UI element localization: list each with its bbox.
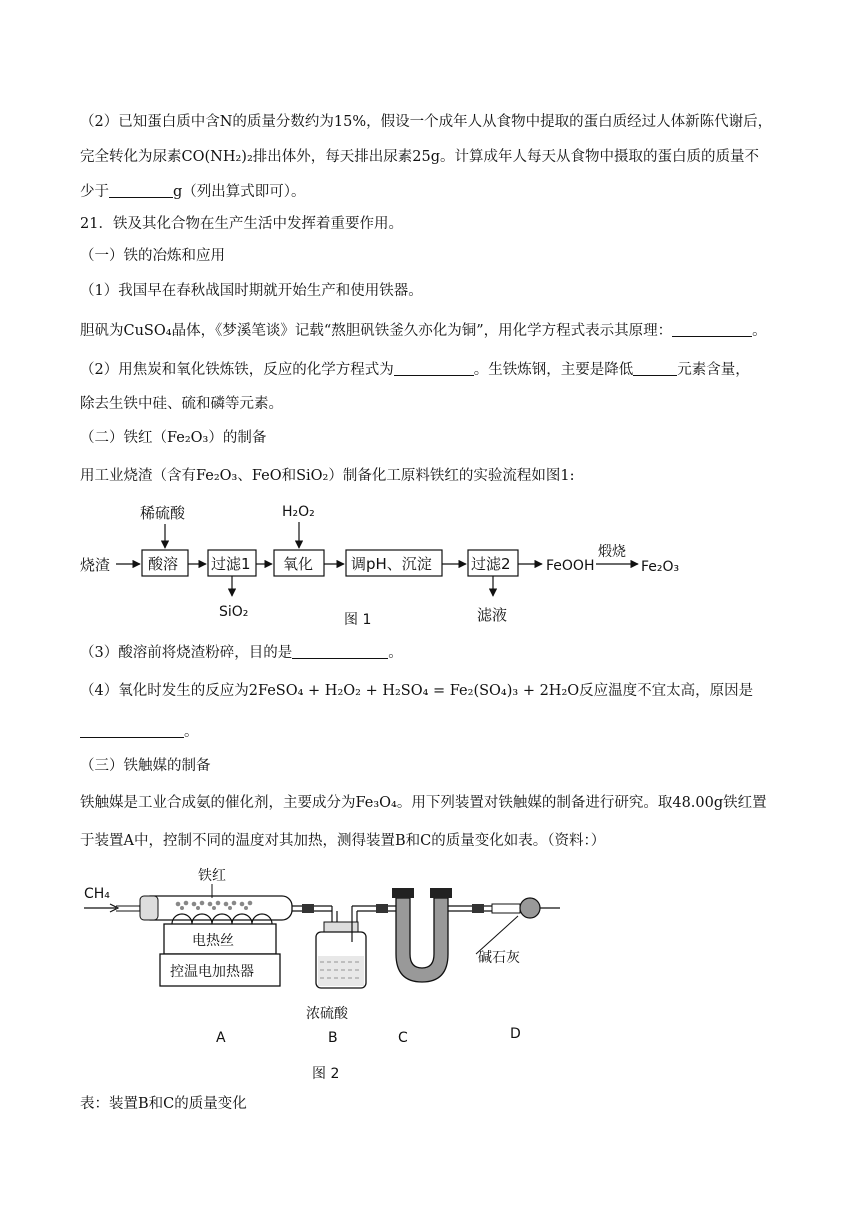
u-tube-stopper-right [430,888,452,898]
q21-p4b-end: 。 [184,724,199,740]
flow-product-feooh: FeOOH [546,558,595,574]
figure-2-caption: 图 2 [312,1066,340,1082]
apparatus-d-tube [492,904,520,913]
q21-p3 [80,643,403,663]
temperature-controller-label: 控温电加热器 [170,964,254,980]
figure-1-caption: 图 1 [344,612,372,628]
flow-output-filtrate: 滤液 [477,606,508,624]
u-tube-stopper-left [392,888,414,898]
apparatus-b-stopper [324,922,358,932]
q21-p1b-end: 。 [752,323,767,339]
answer-blank[interactable] [394,361,474,376]
q21-p1b-text: 胆矾为CuSO₄晶体，《梦溪笔谈》记载“熬胆矾铁釜久亦化为铜”，用化学方程式表示其原理： [80,323,673,339]
q21-p2-mid: 。生铁炼钢，主要是降低 [473,362,634,378]
flowchart-figure-1 [76,498,696,634]
apparatus-label-a: A [216,1030,226,1046]
gas-ch4-label: CH₄ [84,886,110,902]
q21-p2-post: 元素含量， [677,362,750,378]
q21-p5a: 铁触媒是工业合成氨的催化剂，主要成分为Fe₃O₄。用下列装置对铁触媒的制备进行研究。取48.00g铁红置 [80,795,767,811]
concentrated-sulfuric-acid-liquid [318,956,364,986]
apparatus-figure-2 [80,858,580,1084]
apparatus-label-d: D [510,1026,521,1042]
q21-p1: （1）我国早在春秋战国时期就开始生产和使用铁器。 [80,283,423,299]
q21-p5b: 于装置A中，控制不同的温度对其加热，测得装置B和C的质量变化如表。（资料：） [80,833,606,849]
concentrated-sulfuric-acid-label: 浓硫酸 [306,1006,348,1022]
apparatus-c-u-tube [396,898,448,982]
section-2-heading: （二）铁红（Fe₂O₃）的制备 [80,430,267,446]
flow-start-label: 烧渣 [80,556,111,574]
q21-p1b [80,321,767,341]
flow-intro: 用工业烧渣（含有Fe₂O₃、FeO和SiO₂）制备化工原料铁红的实验流程如图1: [80,468,575,484]
apparatus-label-c: C [398,1030,408,1046]
q20-2-line2: 完全转化为尿素CO(NH₂)₂排出体外，每天排出尿素25g。计算成年人每天从食物中摄取的蛋白质的质量不 [80,149,759,165]
iron-red-label: 铁红 [198,868,226,884]
q20-2-line3-post: g（列出算式即可）。 [173,184,306,200]
reagent-h2o2: H₂O₂ [282,504,315,520]
electric-wire-label: 电热丝 [192,933,234,949]
apparatus-a-stopper [140,896,158,920]
flow-calcine-label: 煅烧 [598,544,626,560]
q21-p3-end: 。 [388,645,403,661]
soda-lime-label: 碱石灰 [478,950,520,966]
q21-p4: （4）氧化时发生的反应为2FeSO₄ + H₂O₂ + H₂SO₄ = Fe₂(SO₄)₃ + 2H₂O反应温度不宜太高，原因是 [80,683,754,699]
section-3-heading: （三）铁触媒的制备 [80,758,211,774]
q21-p2b: 除去生铁中硅、硫和磷等元素。 [80,396,283,412]
q21-p2 [80,360,750,380]
flow-box-filter-2-label: 过滤2 [471,555,511,573]
q20-2-line3 [80,182,306,202]
apparatus-label-b: B [328,1030,338,1046]
table-caption: 表：装置B和C的质量变化 [80,1096,247,1112]
flow-box-oxidation-label: 氧化 [283,555,314,573]
q20-2-line1: （2）已知蛋白质中含N的质量分数约为15%，假设一个成年人从食物中提取的蛋白质经过人体新陈代谢后， [80,114,773,130]
answer-blank[interactable] [80,723,184,738]
flow-final-fe2o3: Fe₂O₃ [641,559,680,575]
answer-blank[interactable] [672,322,752,337]
flow-box-filter-1-label: 过滤1 [211,555,251,573]
q20-2-line3-pre: 少于 [80,184,109,200]
reagent-dilute-sulfuric-acid: 稀硫酸 [140,504,186,522]
answer-blank[interactable] [292,644,388,659]
q21-p4b [80,722,199,742]
q21-p3-pre: （3）酸溶前将烧渣粉碎，目的是 [80,645,293,661]
q21-title: 21．铁及其化合物在生产生活中发挥着重要作用。 [80,216,403,232]
flow-output-sio2: SiO₂ [219,604,249,620]
flow-box-acid-dissolve-label: 酸溶 [148,555,179,573]
apparatus-d-bulb [520,898,540,918]
answer-blank[interactable] [633,361,677,376]
q21-p2-pre: （2）用焦炭和氧化铁炼铁，反应的化学方程式为 [80,362,394,378]
flow-box-adjust-ph-label: 调pH、沉淀 [351,555,432,573]
section-1-heading: （一）铁的冶炼和应用 [80,248,225,264]
answer-blank[interactable] [109,183,173,198]
